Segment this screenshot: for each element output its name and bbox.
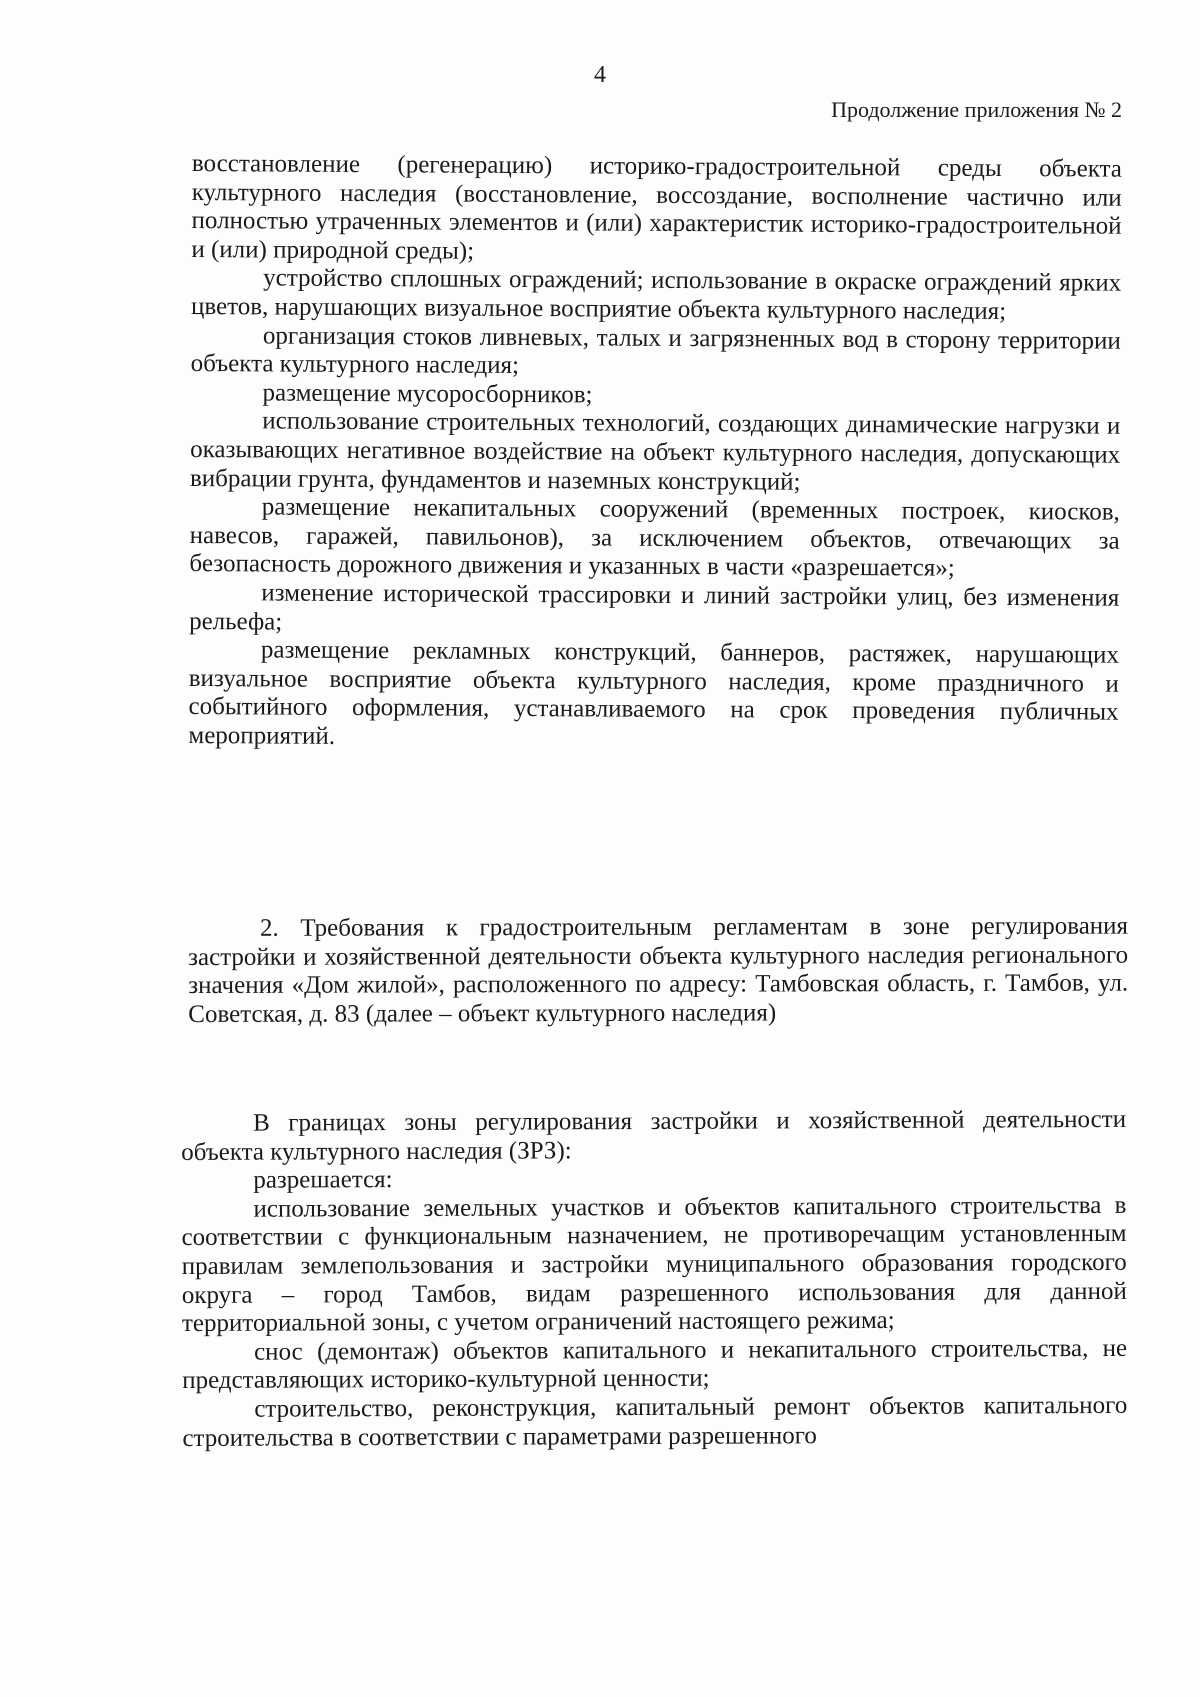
paragraph: восстановление (регенерацию) историко-градостроительной среды объекта культурного наследия (восстановление, воссоздание, восполнение частично или полностью утраченных элементов и (или) характеристик историко-градостроительной и (или) природной среды); xyxy=(191,150,1122,265)
paragraph: разрешается: xyxy=(253,1166,393,1194)
paragraph: размещение некапитальных сооружений (временных построек, киосков, навесов, гаражей, павильонов), за исключением объектов, отвечающих за безопасность дорожного движения и указанных в части «разрешается»; xyxy=(189,493,1120,582)
section-two-heading: 2. Требования к градостроительным регламентам в зоне регулирования застройки и хозяйственной деятельности объекта культурного наследия регионального значения «Дом жилой», расположенного по адресу: Тамбовская область, г. Тамбов, ул. Советская, д. 83 (далее – объект культурного наследия) xyxy=(188,912,1129,1028)
page-number: 4 xyxy=(594,62,606,88)
appendix-continuation-note: Продолжение приложения № 2 xyxy=(831,97,1122,122)
paragraph: размещение рекламных конструкций, баннеров, растяжек, нарушающих визуальное восприятие объекта культурного наследия, кроме праздничного и событийного оформления, устанавливаемого на срок проведения публичных мероприятий. xyxy=(188,636,1120,750)
paragraph: В границах зоны регулирования застройки и хозяйственной деятельности объекта культурного наследия (ЗРЗ): xyxy=(181,1105,1127,1166)
paragraph: устройство сплошных ограждений; использование в окраске ограждений ярких цветов, нарушающих визуальное восприятие объекта культурного наследия; xyxy=(190,264,1122,325)
paragraph: строительство, реконструкция, капитальный ремонт объектов капитального строительства в соответствии с параметрами разрешенного xyxy=(182,1391,1128,1452)
section-heading xyxy=(188,913,1128,1030)
paragraph: использование земельных участков и объектов капитального строительства в соответствии с функциональным назначением, не противоречащим установленным правилам землепользования и застройки муниципального образования городского округа – город Тамбов, видам разрешенного использования для данной территориальной зоны, с учетом ограничений настоящего режима; xyxy=(181,1191,1127,1338)
paragraph: размещение мусоросборников; xyxy=(262,379,593,409)
paragraph: использование строительных технологий, создающих динамические нагрузки и оказывающих негативное воздействие на объект культурного наследия, допускающих вибрации грунта, фундаментов и наземных конструкций; xyxy=(189,407,1121,496)
restrictions-list xyxy=(188,150,1122,756)
paragraph: организация стоков ливневых, талых и загрязненных вод в сторону территории объекта культурного наследия; xyxy=(190,321,1121,380)
paragraph: снос (демонтаж) объектов капитального и некапитального строительства, не представляющих историко-культурной ценности; xyxy=(182,1334,1128,1395)
paragraph: изменение исторической трассировки и линий застройки улиц, без изменения рельефа; xyxy=(189,579,1120,636)
permissions-list xyxy=(181,1106,1127,1453)
